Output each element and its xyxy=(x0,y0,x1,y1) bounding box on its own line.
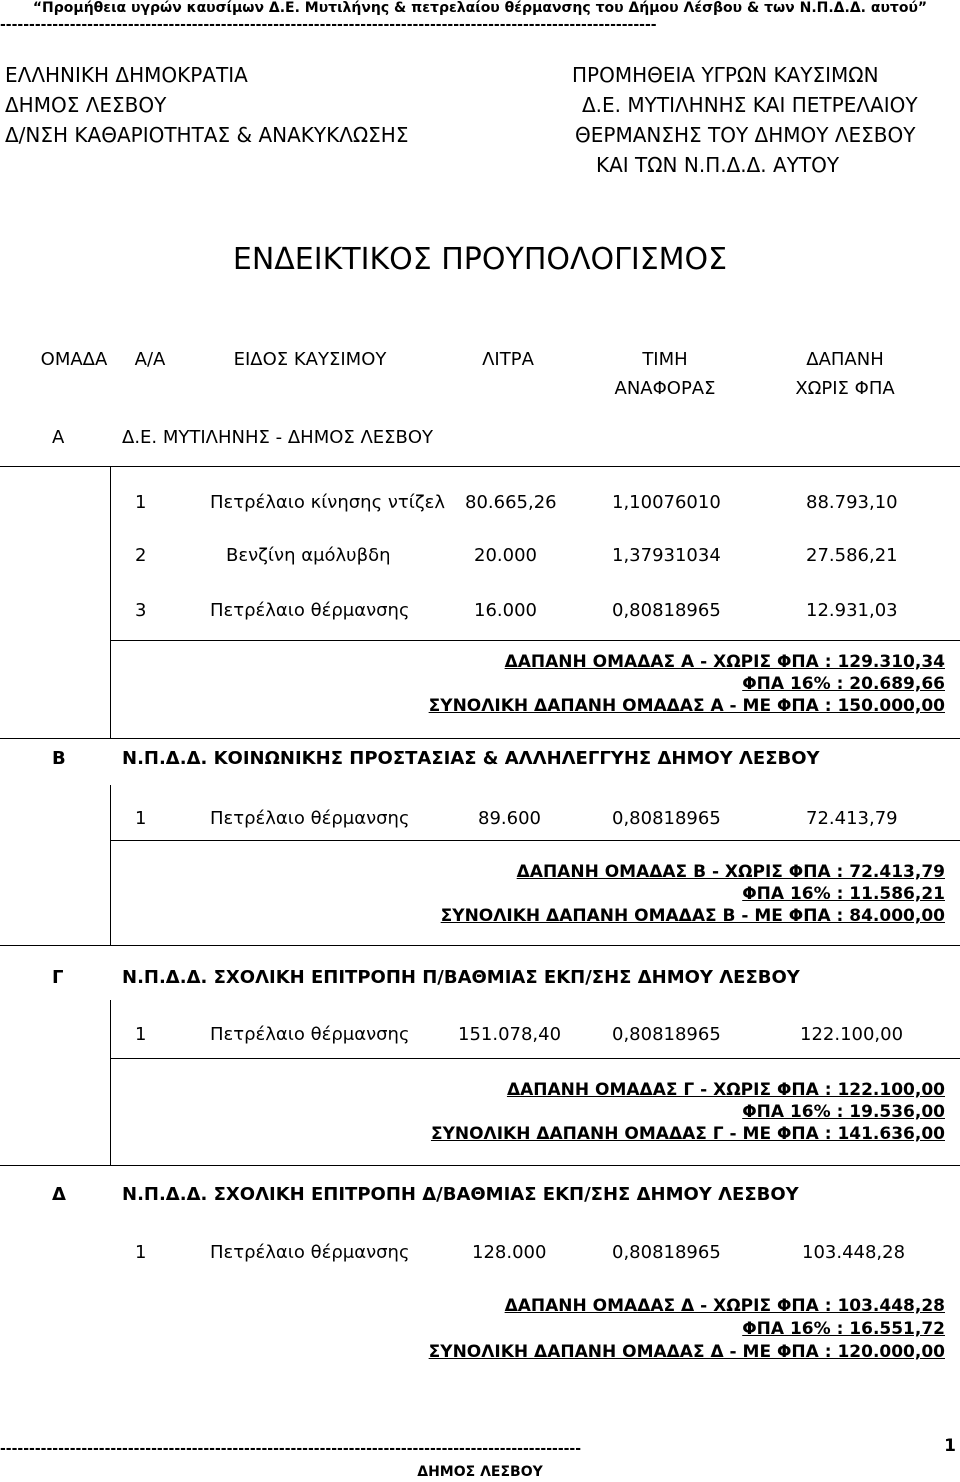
row-litres: 80.665,26 xyxy=(465,492,557,513)
subtotal-vat: ΦΠΑ 16% : 19.536,00 xyxy=(742,1102,945,1122)
group-name: Ν.Π.Δ.Δ. ΚΟΙΝΩΝΙΚΗΣ ΠΡΟΣΤΑΣΙΑΣ & ΑΛΛΗΛΕΓΓΥΗΣ ΔΗΜΟΥ ΛΕΣΒΟΥ xyxy=(122,748,820,769)
row-type: Πετρέλαιο θέρμανσης xyxy=(210,600,410,621)
page-number: 1 xyxy=(944,1436,956,1456)
group-divider xyxy=(0,945,960,946)
subtotal-divider xyxy=(110,840,960,841)
project-line-3: ΘΕΡΜΑΝΣΗΣ ΤΟΥ ΔΗΜΟΥ ΛΕΣΒΟΥ xyxy=(575,123,916,147)
row-aa: 3 xyxy=(135,600,147,621)
row-price: 0,80818965 xyxy=(612,808,721,829)
group-name: Ν.Π.Δ.Δ. ΣΧΟΛΙΚΗ ΕΠΙΤΡΟΠΗ Δ/ΒΑΘΜΙΑΣ ΕΚΠ/ΣΗΣ ΔΗΜΟΥ ΛΕΣΒΟΥ xyxy=(122,1184,799,1205)
row-type: Πετρέλαιο κίνησης ντίζελ xyxy=(210,492,446,513)
group-divider xyxy=(0,738,960,739)
org-line-1: ΕΛΛΗΝΙΚΗ ΔΗΜΟΚΡΑΤΙΑ xyxy=(5,63,248,87)
row-aa: 1 xyxy=(135,492,147,513)
col-litres: ΛΙΤΡΑ xyxy=(482,349,534,370)
subtotal-vat: ΦΠΑ 16% : 11.586,21 xyxy=(742,884,945,904)
subtotal-net: ΔΑΠΑΝΗ ΟΜΑΔΑΣ Γ - ΧΩΡΙΣ ΦΠΑ : 122.100,00 xyxy=(506,1080,945,1100)
project-line-4: ΚΑΙ ΤΩΝ Ν.Π.Δ.Δ. ΑΥΤΟΥ xyxy=(596,153,840,177)
row-aa: 2 xyxy=(135,545,147,566)
row-litres: 20.000 xyxy=(474,545,537,566)
row-cost: 103.448,28 xyxy=(802,1242,906,1263)
group-letter: Β xyxy=(52,748,66,769)
project-line-1: ΠΡΟΜΗΘΕΙΑ ΥΓΡΩΝ ΚΑΥΣΙΜΩΝ xyxy=(572,63,879,87)
subtotal-divider xyxy=(110,640,960,641)
row-price: 0,80818965 xyxy=(612,1242,721,1263)
group-letter: Δ xyxy=(52,1184,66,1205)
subtotal-total: ΣΥΝΟΛΙΚΗ ΔΑΠΑΝΗ ΟΜΑΔΑΣ Β - ΜΕ ΦΠΑ : 84.000,00 xyxy=(440,906,945,926)
col-cost-1: ΔΑΠΑΝΗ xyxy=(806,349,884,370)
subtotal-net: ΔΑΠΑΝΗ ΟΜΑΔΑΣ Β - ΧΩΡΙΣ ΦΠΑ : 72.413,79 xyxy=(516,862,945,882)
row-type: Πετρέλαιο θέρμανσης xyxy=(210,808,410,829)
group-name: Δ.Ε. ΜΥΤΙΛΗΝΗΣ - ΔΗΜΟΣ ΛΕΣΒΟΥ xyxy=(122,427,434,448)
row-aa: 1 xyxy=(135,1242,147,1263)
subtotal-vat: ΦΠΑ 16% : 20.689,66 xyxy=(742,674,945,694)
row-cost: 72.413,79 xyxy=(806,808,898,829)
org-line-3: Δ/ΝΣΗ ΚΑΘΑΡΙΟΤΗΤΑΣ & ΑΝΑΚΥΚΛΩΣΗΣ xyxy=(5,123,409,147)
group-divider xyxy=(0,466,960,467)
row-cost: 88.793,10 xyxy=(806,492,898,513)
subtotal-vat: ΦΠΑ 16% : 16.551,72 xyxy=(742,1319,945,1339)
col-group: ΟΜΑΔΑ xyxy=(40,349,108,370)
row-price: 1,10076010 xyxy=(612,492,721,513)
row-cost: 122.100,00 xyxy=(800,1024,904,1045)
row-litres: 151.078,40 xyxy=(458,1024,562,1045)
subtotal-divider xyxy=(110,1058,960,1059)
row-type: Βενζίνη αμόλυβδη xyxy=(226,545,391,566)
running-title: “Προμήθεια υγρών καυσίμων Δ.Ε. Μυτιλήνης & πετρελαίου θέρμανσης του Δήμου Λέσβου & των Ν.Π.Δ.Δ. αυτού” xyxy=(32,0,928,16)
row-cost: 27.586,21 xyxy=(806,545,898,566)
footer-text: ΔΗΜΟΣ ΛΕΣΒΟΥ xyxy=(417,1464,543,1480)
col-cost-2: ΧΩΡΙΣ ΦΠΑ xyxy=(795,378,895,399)
row-aa: 1 xyxy=(135,808,147,829)
row-litres: 128.000 xyxy=(472,1242,547,1263)
row-price: 0,80818965 xyxy=(612,600,721,621)
col-aa: Α/Α xyxy=(134,349,166,370)
group-letter: Γ xyxy=(52,967,64,988)
subtotal-total: ΣΥΝΟΛΙΚΗ ΔΑΠΑΝΗ ΟΜΑΔΑΣ Α - ΜΕ ΦΠΑ : 150.000,00 xyxy=(428,696,945,716)
row-cost: 12.931,03 xyxy=(806,600,898,621)
col-price-1: ΤΙΜΗ xyxy=(642,349,688,370)
org-line-2: ΔΗΜΟΣ ΛΕΣΒΟΥ xyxy=(5,93,167,117)
group-name: Ν.Π.Δ.Δ. ΣΧΟΛΙΚΗ ΕΠΙΤΡΟΠΗ Π/ΒΑΘΜΙΑΣ ΕΚΠ/ΣΗΣ ΔΗΜΟΥ ΛΕΣΒΟΥ xyxy=(122,967,800,988)
col-price-2: ΑΝΑΦΟΡΑΣ xyxy=(614,378,716,399)
group-letter: Α xyxy=(52,427,65,448)
col-type: ΕΙΔΟΣ ΚΑΥΣΙΜΟΥ xyxy=(233,349,387,370)
row-litres: 16.000 xyxy=(474,600,537,621)
header-divider: ----------------------------------------------------------------------------------------------------------------- xyxy=(0,17,657,33)
footer-divider: ---------------------------------------------------------------------------------------------------- xyxy=(0,1441,582,1457)
project-line-2: Δ.Ε. ΜΥΤΙΛΗΝΗΣ ΚΑΙ ΠΕΤΡΕΛΑΙΟΥ xyxy=(582,93,918,117)
group-border xyxy=(110,466,111,738)
document-title: ΕΝΔΕΙΚΤΙΚΟΣ ΠΡΟΥΠΟΛΟΓΙΣΜΟΣ xyxy=(232,242,728,277)
row-price: 0,80818965 xyxy=(612,1024,721,1045)
subtotal-net: ΔΑΠΑΝΗ ΟΜΑΔΑΣ Δ - ΧΩΡΙΣ ΦΠΑ : 103.448,28 xyxy=(504,1296,945,1316)
row-aa: 1 xyxy=(135,1024,147,1045)
row-type: Πετρέλαιο θέρμανσης xyxy=(210,1242,410,1263)
subtotal-total: ΣΥΝΟΛΙΚΗ ΔΑΠΑΝΗ ΟΜΑΔΑΣ Δ - ΜΕ ΦΠΑ : 120.000,00 xyxy=(428,1342,945,1362)
group-border xyxy=(110,785,111,945)
subtotal-total: ΣΥΝΟΛΙΚΗ ΔΑΠΑΝΗ ΟΜΑΔΑΣ Γ - ΜΕ ΦΠΑ : 141.636,00 xyxy=(430,1124,945,1144)
row-price: 1,37931034 xyxy=(612,545,721,566)
row-litres: 89.600 xyxy=(478,808,541,829)
group-border xyxy=(110,1000,111,1165)
subtotal-net: ΔΑΠΑΝΗ ΟΜΑΔΑΣ Α - ΧΩΡΙΣ ΦΠΑ : 129.310,34 xyxy=(504,652,945,672)
group-divider xyxy=(0,1165,960,1166)
row-type: Πετρέλαιο θέρμανσης xyxy=(210,1024,410,1045)
